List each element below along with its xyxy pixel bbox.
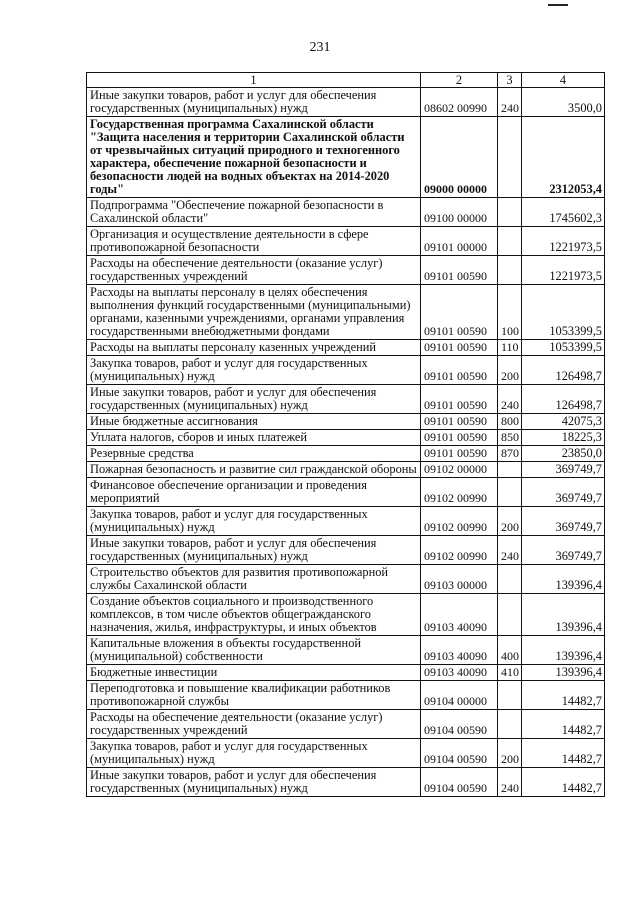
table-row xyxy=(87,536,605,565)
column-header-2: 2 xyxy=(421,73,498,88)
column-header-4: 4 xyxy=(522,73,605,88)
table-row xyxy=(87,462,605,478)
row-target-code: 09000 00000 xyxy=(421,117,498,198)
table-row xyxy=(87,285,605,340)
row-amount: 1221973,5 xyxy=(522,227,605,256)
table-row xyxy=(87,385,605,414)
row-target-code: 09102 00000 xyxy=(421,462,498,478)
row-target-code: 09101 00590 xyxy=(421,256,498,285)
table-row xyxy=(87,594,605,636)
row-name: Организация и осуществление деятельности в сфере противопожарной безопасности xyxy=(87,227,421,256)
row-name: Расходы на обеспечение деятельности (оказание услуг) государственных учреждений xyxy=(87,256,421,285)
row-target-code: 09101 00590 xyxy=(421,430,498,446)
row-expense-type: 240 xyxy=(498,385,522,414)
row-name: Закупка товаров, работ и услуг для государственных (муниципальных) нужд xyxy=(87,356,421,385)
row-target-code: 09100 00000 xyxy=(421,198,498,227)
row-expense-type xyxy=(498,710,522,739)
row-expense-type xyxy=(498,117,522,198)
row-expense-type xyxy=(498,198,522,227)
row-target-code: 09103 40090 xyxy=(421,636,498,665)
table-row xyxy=(87,768,605,797)
row-target-code: 09101 00590 xyxy=(421,285,498,340)
row-name: Финансовое обеспечение организации и проведения мероприятий xyxy=(87,478,421,507)
row-expense-type: 800 xyxy=(498,414,522,430)
row-expense-type xyxy=(498,462,522,478)
row-target-code: 08602 00990 xyxy=(421,88,498,117)
row-expense-type: 100 xyxy=(498,285,522,340)
row-name: Создание объектов социального и производственного комплексов, в том числе объектов общегражданского назначения, жилья, инфраструктуры, и иных объектов xyxy=(87,594,421,636)
table-header-row xyxy=(87,73,605,88)
row-name: Расходы на обеспечение деятельности (оказание услуг) государственных учреждений xyxy=(87,710,421,739)
row-amount: 1053399,5 xyxy=(522,285,605,340)
row-target-code: 09103 40090 xyxy=(421,665,498,681)
row-name: Подпрограмма "Обеспечение пожарной безопасности в Сахалинской области" xyxy=(87,198,421,227)
table-row xyxy=(87,356,605,385)
table-row xyxy=(87,565,605,594)
row-amount: 1745602,3 xyxy=(522,198,605,227)
row-amount: 23850,0 xyxy=(522,446,605,462)
row-amount: 42075,3 xyxy=(522,414,605,430)
row-name: Уплата налогов, сборов и иных платежей xyxy=(87,430,421,446)
row-amount: 369749,7 xyxy=(522,507,605,536)
row-name: Расходы на выплаты персоналу в целях обеспечения выполнения функций государственными (муниципальными) органами, казенными учреждениями, органами управления государственными внебюджетными фондами xyxy=(87,285,421,340)
column-header-3: 3 xyxy=(498,73,522,88)
row-amount: 139396,4 xyxy=(522,594,605,636)
row-target-code: 09101 00000 xyxy=(421,227,498,256)
row-name: Пожарная безопасность и развитие сил гражданской обороны xyxy=(87,462,421,478)
row-expense-type xyxy=(498,478,522,507)
row-expense-type: 200 xyxy=(498,356,522,385)
row-target-code: 09101 00590 xyxy=(421,356,498,385)
row-amount: 14482,7 xyxy=(522,681,605,710)
row-expense-type: 240 xyxy=(498,536,522,565)
row-target-code: 09101 00590 xyxy=(421,340,498,356)
row-target-code: 09102 00990 xyxy=(421,536,498,565)
row-name: Расходы на выплаты персоналу казенных учреждений xyxy=(87,340,421,356)
row-target-code: 09103 00000 xyxy=(421,565,498,594)
budget-table xyxy=(86,72,605,797)
scan-artifact-mark xyxy=(548,0,568,6)
row-expense-type: 870 xyxy=(498,446,522,462)
table-row xyxy=(87,430,605,446)
row-target-code: 09101 00590 xyxy=(421,446,498,462)
row-expense-type: 410 xyxy=(498,665,522,681)
row-target-code: 09102 00990 xyxy=(421,478,498,507)
row-name: Капитальные вложения в объекты государственной (муниципальной) собственности xyxy=(87,636,421,665)
row-amount: 369749,7 xyxy=(522,462,605,478)
row-name: Бюджетные инвестиции xyxy=(87,665,421,681)
table-row xyxy=(87,478,605,507)
row-name: Иные закупки товаров, работ и услуг для обеспечения государственных (муниципальных) нужд xyxy=(87,768,421,797)
row-name: Закупка товаров, работ и услуг для государственных (муниципальных) нужд xyxy=(87,507,421,536)
row-name: Иные закупки товаров, работ и услуг для обеспечения государственных (муниципальных) нужд xyxy=(87,385,421,414)
table-row xyxy=(87,665,605,681)
row-name: Закупка товаров, работ и услуг для государственных (муниципальных) нужд xyxy=(87,739,421,768)
table-row xyxy=(87,117,605,198)
row-name: Государственная программа Сахалинской области "Защита населения и территории Сахалинской области от чрезвычайных ситуаций природного и техногенного характера, обеспечение пожарной безопасности и безопасности людей на водных объектах на 2014-2020 годы" xyxy=(87,117,421,198)
row-name: Строительство объектов для развития противопожарной службы Сахалинской области xyxy=(87,565,421,594)
row-expense-type xyxy=(498,681,522,710)
row-amount: 14482,7 xyxy=(522,710,605,739)
row-target-code: 09104 00590 xyxy=(421,710,498,739)
table-row xyxy=(87,739,605,768)
row-target-code: 09104 00590 xyxy=(421,739,498,768)
row-expense-type xyxy=(498,227,522,256)
table-row xyxy=(87,507,605,536)
row-amount: 2312053,4 xyxy=(522,117,605,198)
row-amount: 139396,4 xyxy=(522,665,605,681)
row-expense-type: 240 xyxy=(498,768,522,797)
row-expense-type xyxy=(498,256,522,285)
table-row xyxy=(87,414,605,430)
row-expense-type: 240 xyxy=(498,88,522,117)
row-name: Резервные средства xyxy=(87,446,421,462)
row-target-code: 09101 00590 xyxy=(421,414,498,430)
table-row xyxy=(87,340,605,356)
row-target-code: 09104 00000 xyxy=(421,681,498,710)
row-amount: 139396,4 xyxy=(522,636,605,665)
row-amount: 126498,7 xyxy=(522,356,605,385)
row-amount: 369749,7 xyxy=(522,536,605,565)
row-expense-type: 400 xyxy=(498,636,522,665)
row-expense-type: 200 xyxy=(498,507,522,536)
row-name: Иные бюджетные ассигнования xyxy=(87,414,421,430)
row-expense-type: 200 xyxy=(498,739,522,768)
row-amount: 126498,7 xyxy=(522,385,605,414)
column-header-1: 1 xyxy=(87,73,421,88)
row-name: Переподготовка и повышение квалификации работников противопожарной службы xyxy=(87,681,421,710)
row-amount: 14482,7 xyxy=(522,739,605,768)
row-target-code: 09101 00590 xyxy=(421,385,498,414)
table-row xyxy=(87,198,605,227)
table-body xyxy=(87,88,605,797)
row-expense-type xyxy=(498,594,522,636)
row-target-code: 09104 00590 xyxy=(421,768,498,797)
table-row xyxy=(87,446,605,462)
table-row xyxy=(87,88,605,117)
row-amount: 18225,3 xyxy=(522,430,605,446)
row-amount: 14482,7 xyxy=(522,768,605,797)
table-row xyxy=(87,681,605,710)
row-target-code: 09103 40090 xyxy=(421,594,498,636)
row-name: Иные закупки товаров, работ и услуг для обеспечения государственных (муниципальных) нужд xyxy=(87,536,421,565)
row-expense-type xyxy=(498,565,522,594)
row-target-code: 09102 00990 xyxy=(421,507,498,536)
row-amount: 3500,0 xyxy=(522,88,605,117)
page-number: 231 xyxy=(309,40,331,55)
row-amount: 1221973,5 xyxy=(522,256,605,285)
table-row xyxy=(87,636,605,665)
row-amount: 369749,7 xyxy=(522,478,605,507)
row-expense-type: 850 xyxy=(498,430,522,446)
table-row xyxy=(87,256,605,285)
table-row xyxy=(87,227,605,256)
row-amount: 1053399,5 xyxy=(522,340,605,356)
row-amount: 139396,4 xyxy=(522,565,605,594)
row-expense-type: 110 xyxy=(498,340,522,356)
table-row xyxy=(87,710,605,739)
row-name: Иные закупки товаров, работ и услуг для обеспечения государственных (муниципальных) нужд xyxy=(87,88,421,117)
